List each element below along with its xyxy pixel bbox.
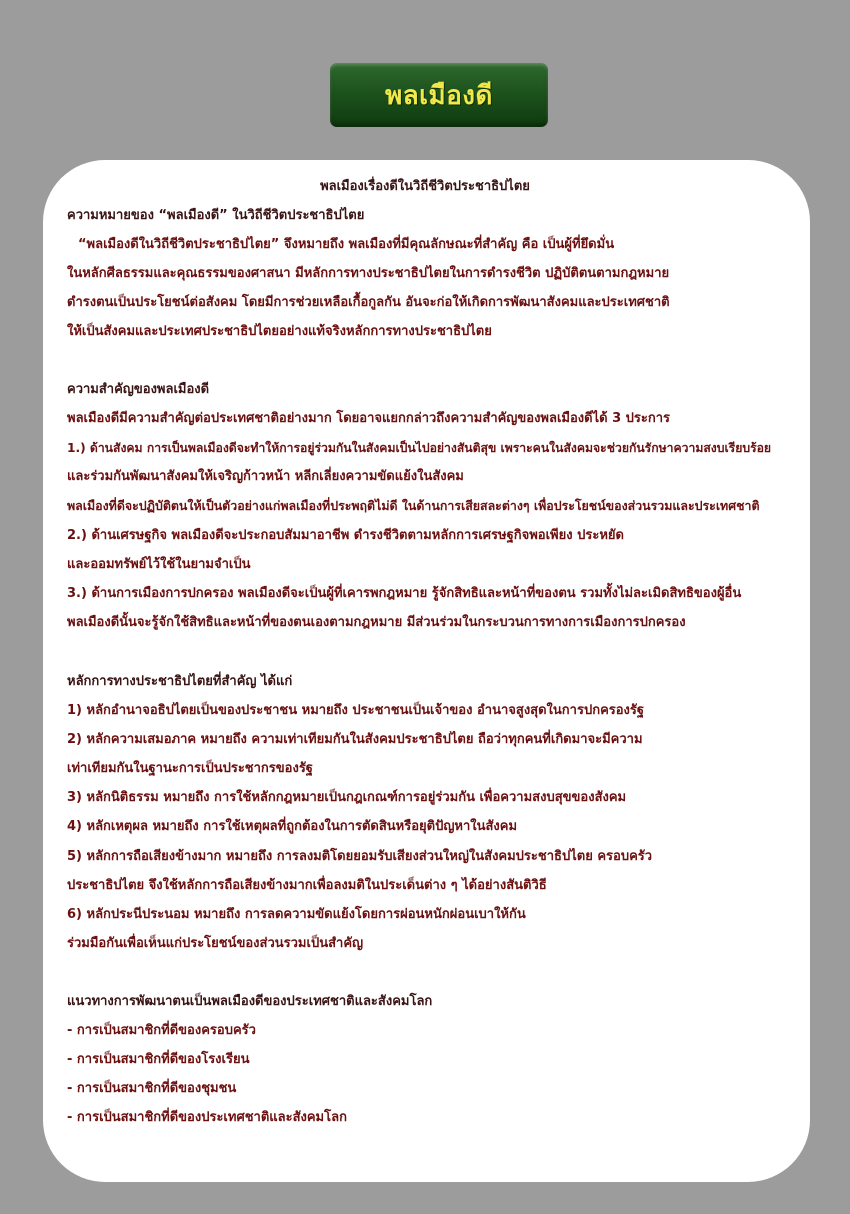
paragraph-line: เท่าเทียมกันในฐานะการเป็นประชากรของรัฐ <box>67 761 313 776</box>
paragraph-line: พลเมืองดีมีความสำคัญต่อประเทศชาติอย่างมาก โดยอาจแยกกล่าวถึงความสำคัญของพลเมืองดีได้ 3 ประการ <box>67 411 671 426</box>
paragraph-line: 1.) ด้านสังคม การเป็นพลเมืองดีจะทำให้การอยู่ร่วมกันในสังคมเป็นไปอย่างสันติสุข เพราะคนในสังคมจะช่วยกันรักษาความสงบเรียบร้อย <box>67 441 772 455</box>
list-item: - การเป็นสมาชิกที่ดีของโรงเรียน <box>67 1052 250 1067</box>
paragraph-line: และร่วมกันพัฒนาสังคมให้เจริญก้าวหน้า หลีกเลี่ยงความขัดแย้งในสังคม <box>67 469 464 484</box>
paragraph-line: ดำรงตนเป็นประโยชน์ต่อสังคม โดยมีการช่วยเหลือเกื้อกูลกัน อันจะก่อให้เกิดการพัฒนาสังคมและประเทศชาติ <box>67 295 670 310</box>
paragraph-line: ในหลักศีลธรรมและคุณธรรมของศาสนา มีหลักการทางประชาธิปไตยในการดำรงชีวิต ปฏิบัติตนตามกฎหมาย <box>67 266 670 281</box>
paragraph-line: 3) หลักนิติธรรม หมายถึง การใช้หลักกฎหมายเป็นกฎเกณฑ์การอยู่ร่วมกัน เพื่อความสงบสุขของสังคม <box>67 790 627 805</box>
paragraph-line: 2.) ด้านเศรษฐกิจ พลเมืองดีจะประกอบสัมมาอาชีพ ดำรงชีวิตตามหลักการเศรษฐกิจพอเพียง ประหยัด <box>67 528 624 543</box>
paragraph-line: 2) หลักความเสมอภาค หมายถึง ความเท่าเทียมกันในสังคมประชาธิปไตย ถือว่าทุกคนที่เกิดมาจะมีความ <box>67 732 643 747</box>
document-title: พลเมืองเรื่องดีในวิถีชีวิตประชาธิปไตย <box>320 179 530 194</box>
paragraph-line: พลเมืองที่ดีจะปฏิบัติตนให้เป็นตัวอย่างแก่พลเมืองที่ประพฤติไม่ดี ในด้านการเสียสละต่างๆ เพื่อประโยชน์ของส่วนรวมและประเทศชาติ <box>67 498 760 513</box>
paragraph-line: พลเมืองดีนั้นจะรู้จักใช้สิทธิและหน้าที่ของตนเองตามกฎหมาย มีส่วนร่วมในกระบวนการทางการเมืองการปกครอง <box>67 615 686 630</box>
importance-heading: ความสำคัญของพลเมืองดี <box>67 382 210 397</box>
list-item: - การเป็นสมาชิกที่ดีของประเทศชาติและสังคมโลก <box>67 1110 347 1125</box>
principles-heading: หลักการทางประชาธิปไตยที่สำคัญ ได้แก่ <box>67 674 293 689</box>
title-badge <box>330 63 548 127</box>
paragraph-line: 1) หลักอำนาจอธิปไตยเป็นของประชาชน หมายถึง ประชาชนเป็นเจ้าของ อำนาจสูงสุดในการปกครองรัฐ <box>67 703 645 718</box>
badge-title: พลเมืองดี <box>385 80 493 111</box>
development-heading: แนวทางการพัฒนาตนเป็นพลเมืองดีของประเทศชาติและสังคมโลก <box>67 994 433 1009</box>
paragraph-line: “พลเมืองดีในวิถีชีวิตประชาธิปไตย” จึงหมายถึง พลเมืองที่มีคุณลักษณะที่สำคัญ คือ เป็นผู้ที่ยึดมั่น <box>78 237 615 252</box>
paragraph-line: ร่วมมือกันเพื่อเห็นแก่ประโยชน์ของส่วนรวมเป็นสำคัญ <box>67 936 364 951</box>
paragraph-line: ให้เป็นสังคมและประเทศประชาธิปไตยอย่างแท้จริงหลักการทางประชาธิปไตย <box>67 324 492 339</box>
paragraph-line: 6) หลักประนีประนอม หมายถึง การลดความขัดแย้งโดยการผ่อนหนักผ่อนเบาให้กัน <box>67 907 526 922</box>
paragraph-line: และออมทรัพย์ไว้ใช้ในยามจำเป็น <box>67 557 251 572</box>
paragraph-line: ประชาธิปไตย จึงใช้หลักการถือเสียงข้างมากเพื่อลงมติในประเด็นต่าง ๆ ได้อย่างสันติวิธี <box>67 878 547 893</box>
list-item: - การเป็นสมาชิกที่ดีของชุมชน <box>67 1081 237 1096</box>
paragraph-line: 4) หลักเหตุผล หมายถึง การใช้เหตุผลที่ถูกต้องในการตัดสินหรือยุติปัญหาในสังคม <box>67 819 518 834</box>
paragraph-line: 5) หลักการถือเสียงข้างมาก หมายถึง การลงมติโดยยอมรับเสียงส่วนใหญ่ในสังคมประชาธิปไตย ครอบครัว <box>67 849 653 864</box>
meaning-heading: ความหมายของ “พลเมืองดี” ในวิถีชีวิตประชาธิปไตย <box>67 208 365 223</box>
list-item: - การเป็นสมาชิกที่ดีของครอบครัว <box>67 1023 256 1038</box>
paragraph-line: 3.) ด้านการเมืองการปกครอง พลเมืองดีจะเป็นผู้ที่เคารพกฎหมาย รู้จักสิทธิและหน้าที่ของตน รวมทั้งไม่ละเมิดสิทธิของผู้อื่น <box>67 586 742 601</box>
